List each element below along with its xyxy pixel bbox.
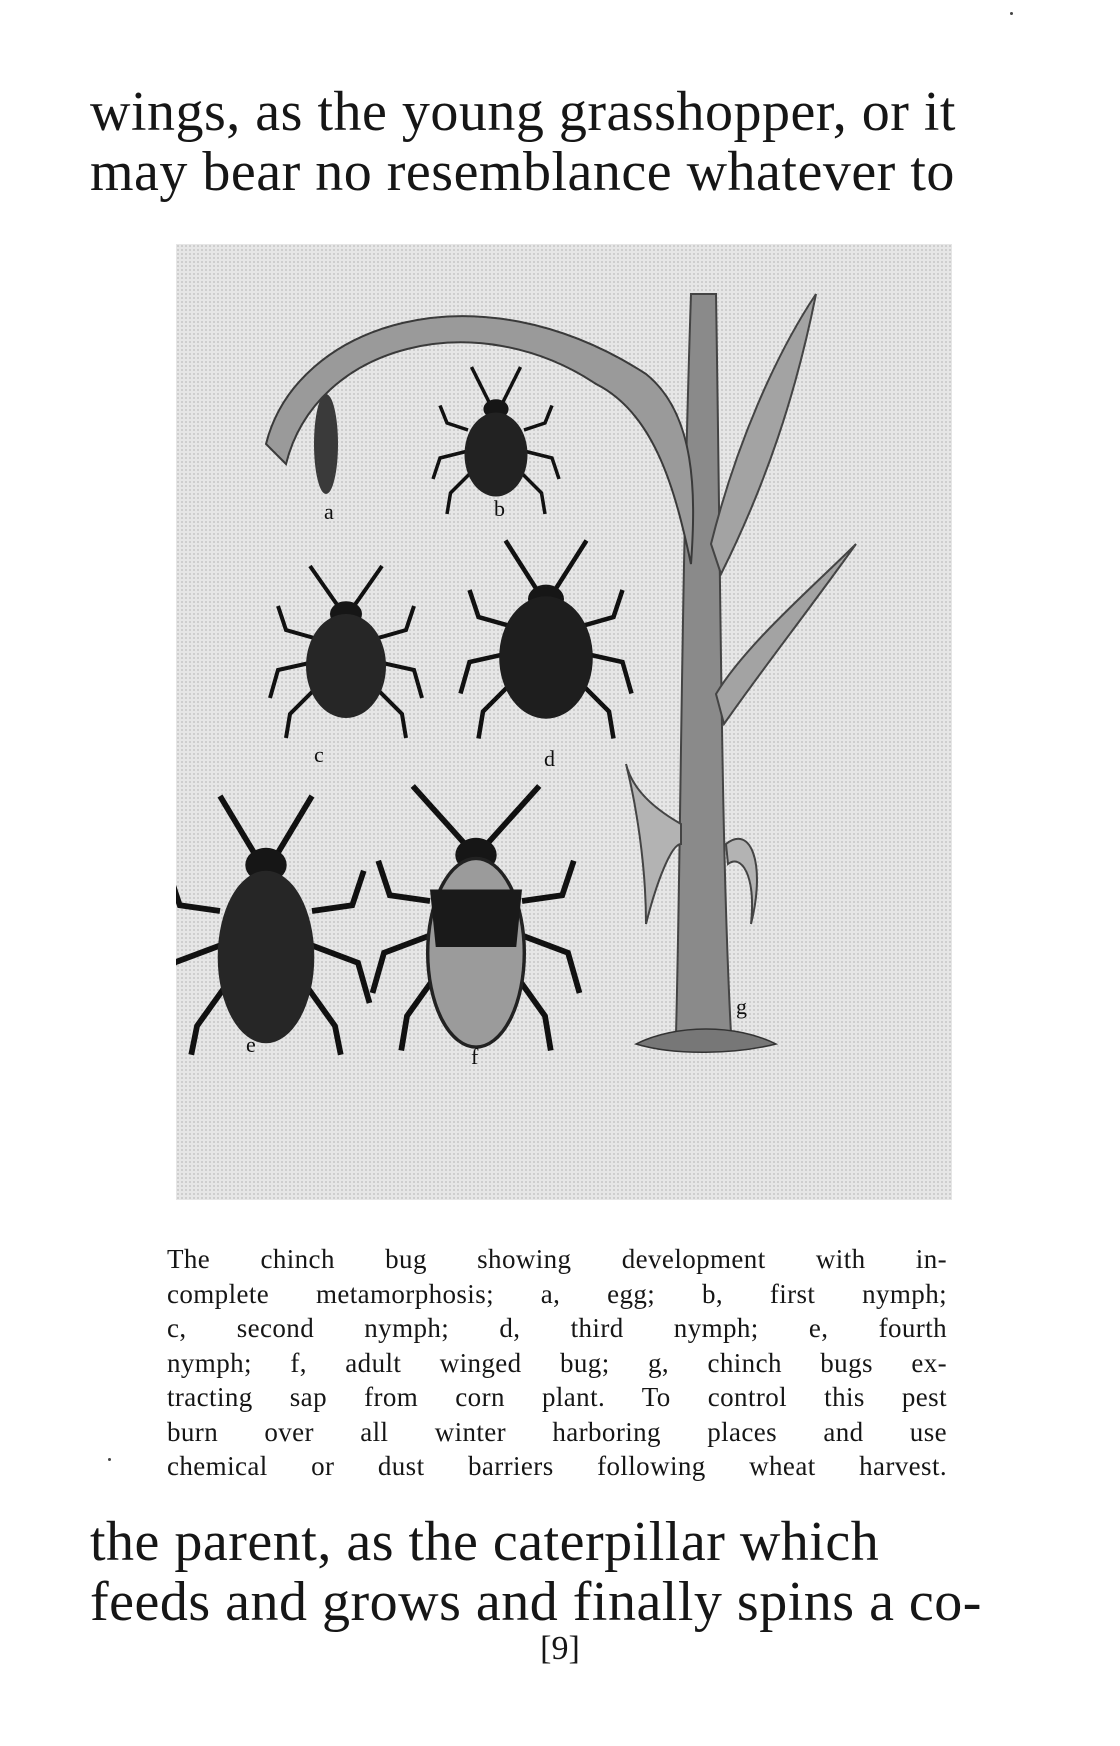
body-text-bottom (90, 1512, 1050, 1632)
print-speck (1010, 12, 1013, 15)
figure-label-b: b (494, 496, 505, 521)
caption-line: complete metamorphosis; a, egg; b, first nymph; (167, 1278, 947, 1309)
caption-line: chemical or dust barriers following wheat harvest. (167, 1451, 947, 1481)
text-line: wings, as the young grasshopper, or it (90, 81, 956, 143)
text-line: may bear no resemblance whatever to (90, 141, 955, 203)
caption-line: The chinch bug showing development with in- (167, 1244, 947, 1274)
text-line: feeds and grows and finally spins a co- (90, 1571, 982, 1633)
caption-line: burn over all winter harboring places and use (167, 1416, 947, 1447)
caption-line: c, second nymph; d, third nymph; e, fourth (167, 1313, 947, 1343)
egg-illustration (314, 394, 338, 494)
page-number: [9] (540, 1630, 580, 1667)
chinch-bug-illustration (176, 244, 952, 1200)
print-speck (108, 1458, 111, 1461)
text-line: the parent, as the caterpillar which (90, 1511, 880, 1573)
body-text-top (90, 82, 1050, 202)
caption-line: tracting sap from corn plant. To control this pest (167, 1382, 947, 1412)
figure-label-e: e (246, 1032, 256, 1057)
figure-caption (167, 1242, 947, 1484)
figure-label-a: a (324, 499, 334, 524)
figure-label-f: f (471, 1044, 479, 1069)
caption-line: nymph; f, adult winged bug; g, chinch bugs ex- (167, 1347, 947, 1378)
figure-label-d: d (544, 746, 555, 771)
figure-label-g: g (736, 994, 747, 1019)
figure-label-c: c (314, 742, 324, 767)
